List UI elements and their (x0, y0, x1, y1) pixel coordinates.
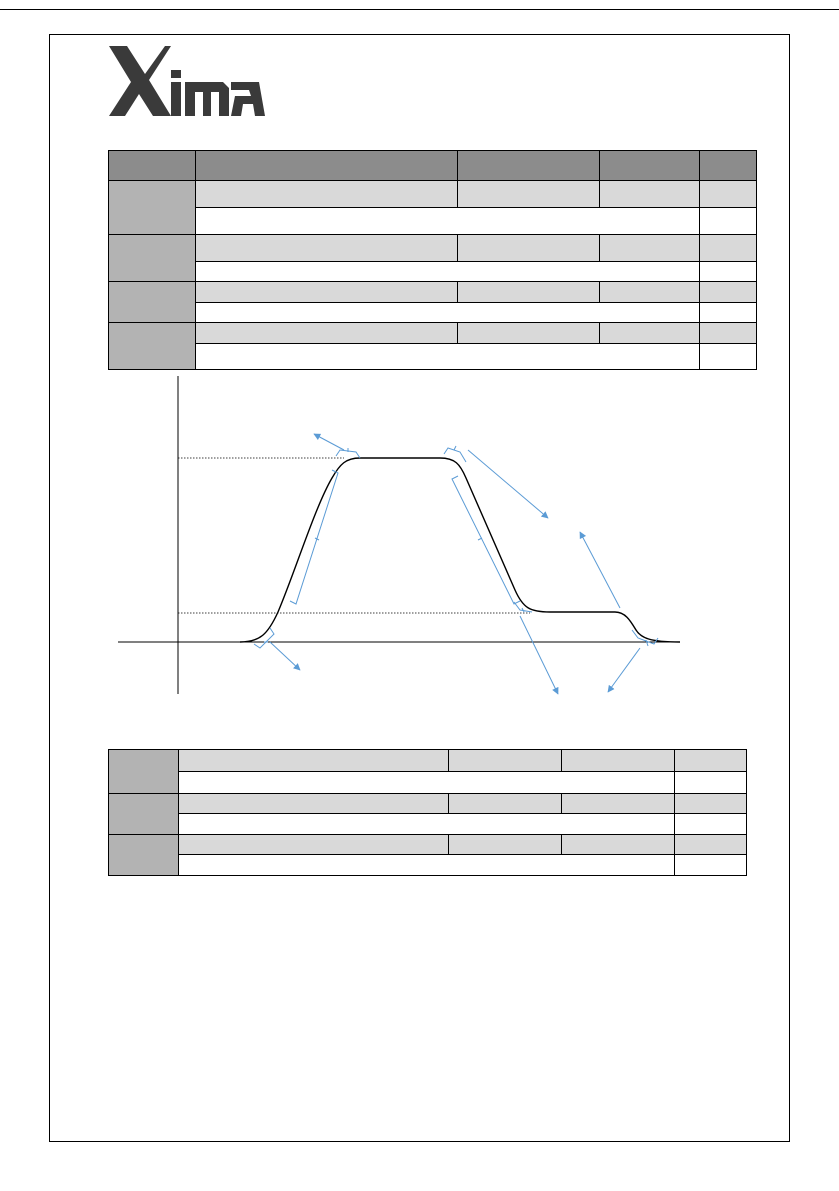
table-header-row (109, 151, 757, 181)
arrow-top-left (314, 434, 344, 450)
table-cell (179, 855, 675, 876)
row-label-cell (109, 794, 179, 835)
header-cell (196, 151, 458, 181)
bracket-bottom-left (254, 628, 274, 648)
header-cell (700, 151, 757, 181)
table-cell (449, 794, 562, 814)
table-cell (700, 208, 757, 235)
row-label-cell (109, 835, 179, 876)
arrow-top-right (468, 450, 548, 518)
table-row (109, 181, 757, 208)
table-cell (196, 262, 700, 282)
table-row (109, 208, 757, 235)
table-cell (700, 282, 757, 303)
top-border-line (0, 9, 839, 10)
xima-logo (105, 44, 267, 124)
row-label-cell (109, 235, 196, 282)
table-cell (196, 282, 458, 303)
table-cell (179, 794, 449, 814)
spec-table-bottom (108, 749, 747, 876)
table-cell (675, 772, 747, 794)
table-cell (458, 323, 600, 344)
table-cell (449, 750, 562, 772)
waveform-diagram (110, 372, 800, 702)
table-cell (675, 814, 747, 835)
table-cell (196, 303, 700, 323)
row-label-cell (109, 323, 196, 370)
table-cell (700, 235, 757, 262)
table-cell (458, 235, 600, 262)
table-cell (196, 208, 700, 235)
row-label-cell (109, 181, 196, 235)
table-row (109, 814, 747, 835)
table-cell (700, 262, 757, 282)
table-row (109, 750, 747, 772)
table-cell (675, 855, 747, 876)
table-row (109, 344, 757, 370)
table-row (109, 794, 747, 814)
bracket-top-right (444, 446, 466, 462)
table-row (109, 323, 757, 344)
table-cell (600, 181, 700, 208)
header-cell (458, 151, 600, 181)
spec-table-top (108, 150, 757, 370)
table-cell (196, 181, 458, 208)
table-cell (675, 750, 747, 772)
table-cell (700, 323, 757, 344)
table-row (109, 835, 747, 855)
row-label-cell (109, 750, 179, 794)
table-cell (700, 344, 757, 370)
header-cell (109, 151, 196, 181)
table-row (109, 772, 747, 794)
row-label-cell (109, 282, 196, 323)
bracket-fall (452, 476, 520, 604)
arrow-low-right-up (580, 532, 620, 608)
table-cell (458, 282, 600, 303)
table-row (109, 303, 757, 323)
table-cell (600, 235, 700, 262)
table-cell (562, 750, 675, 772)
table-cell (196, 235, 458, 262)
arrow-bottom-left (270, 642, 300, 670)
table-row (109, 282, 757, 303)
arrow-low-right-down (608, 648, 640, 692)
table-cell (675, 835, 747, 855)
table-cell (562, 794, 675, 814)
table-row (109, 262, 757, 282)
table-row (109, 235, 757, 262)
table-cell (600, 323, 700, 344)
table-cell (562, 835, 675, 855)
header-cell (600, 151, 700, 181)
table-cell (179, 814, 675, 835)
table-cell (675, 794, 747, 814)
table-cell (449, 835, 562, 855)
bracket-rise (290, 470, 338, 604)
table-cell (700, 303, 757, 323)
table-cell (700, 181, 757, 208)
bracket-top-left (336, 448, 360, 458)
table-cell (179, 772, 675, 794)
table-row (109, 855, 747, 876)
table-cell (179, 835, 449, 855)
arrow-low-left (520, 616, 558, 694)
table-cell (600, 282, 700, 303)
table-cell (458, 181, 600, 208)
table-cell (179, 750, 449, 772)
table-cell (196, 344, 700, 370)
table-cell (196, 323, 458, 344)
waveform-curve (240, 458, 680, 642)
